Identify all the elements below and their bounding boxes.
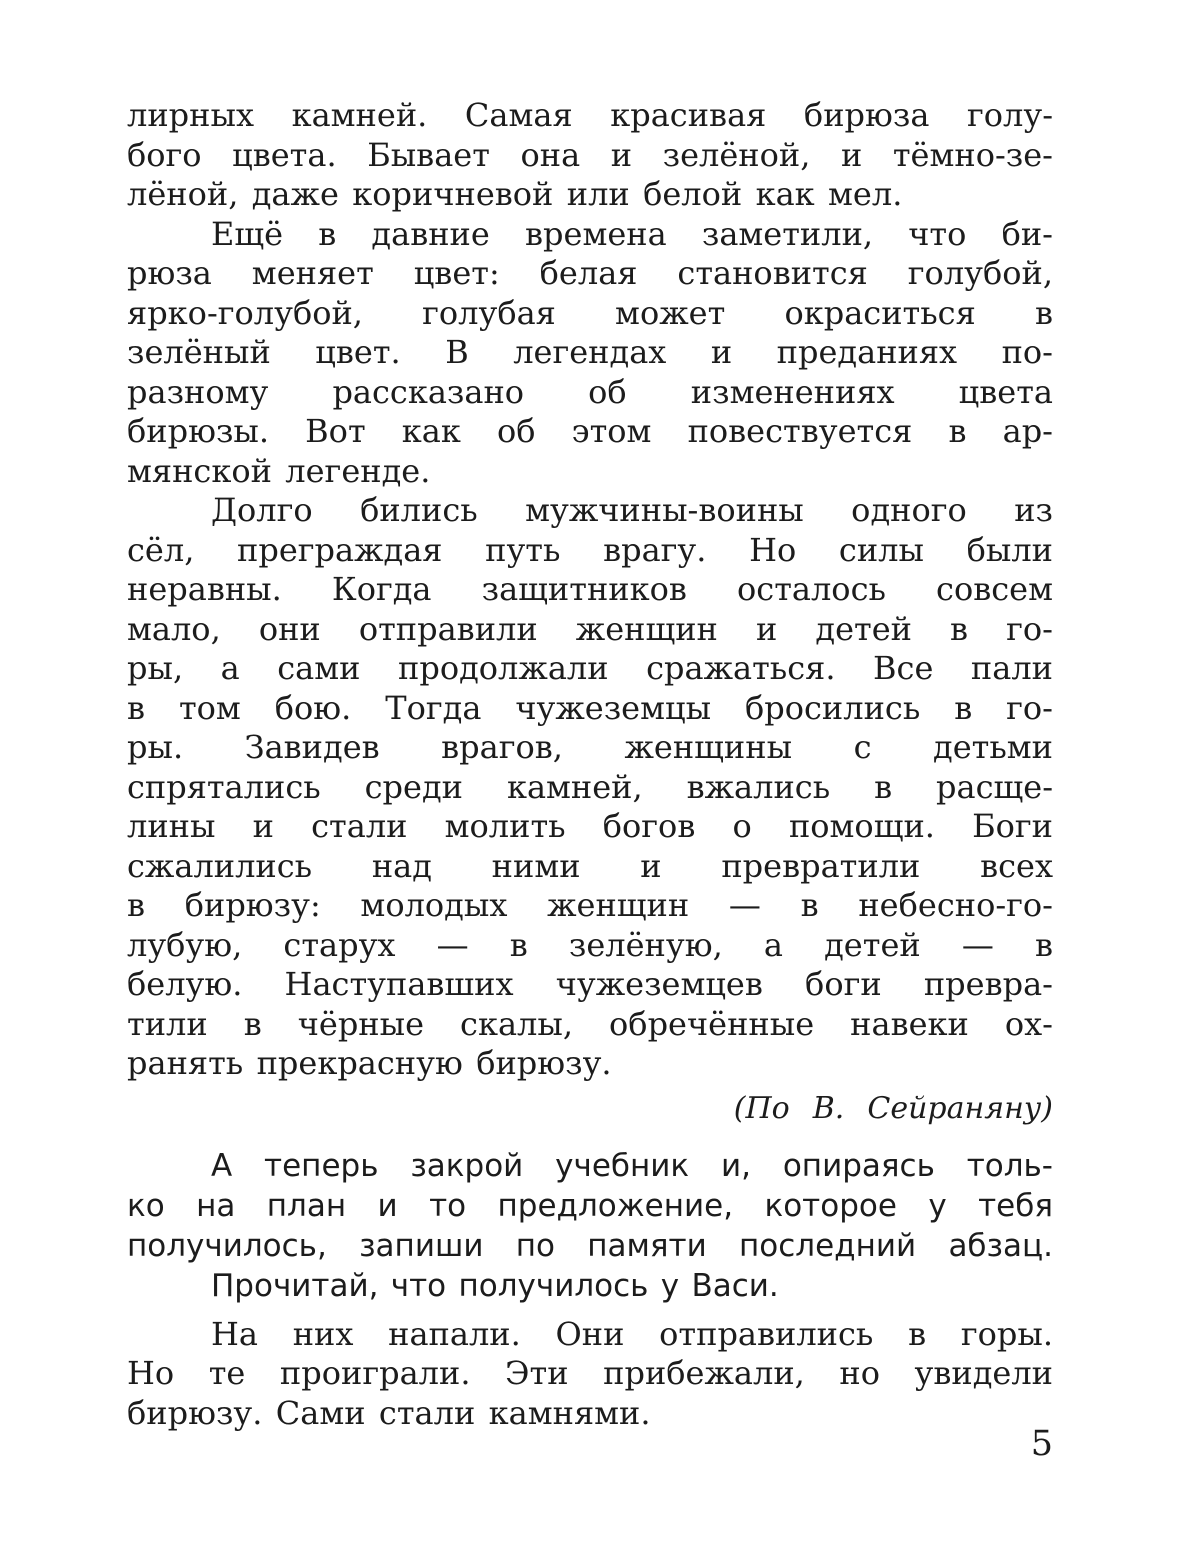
text-line: ранять прекрасную бирюзу. [127, 1044, 612, 1082]
story-paragraph-legend [127, 491, 1053, 1084]
text-line: лины и стали молить богов о помощи. Боги [127, 807, 1053, 845]
text-line: ярко-голубой, голубая может окраситься в [127, 293, 1053, 332]
attribution: (По В. Сейраняну) [733, 1090, 1053, 1126]
text-line: Ещё в давние времена заметили, что би- [211, 214, 1053, 253]
text-line: разному рассказано об изменениях цвета [127, 372, 1053, 411]
text-line: бирюзы. Вот как об этом повествуется в ар- [127, 412, 1053, 450]
task-instruction [127, 1146, 1053, 1266]
text-line: лубую, старух — в зелёную, а детей — в [127, 925, 1053, 964]
text-line: получилось, запиши по памяти последний абзац. [127, 1227, 1053, 1264]
text-column [127, 96, 1053, 1433]
story-paragraph-opening [127, 96, 1053, 215]
page-number: 5 [1030, 1424, 1053, 1464]
text-line: лёной, даже коричневой или белой как мел. [127, 175, 903, 213]
task-read-prompt [127, 1266, 1053, 1306]
text-line: А теперь закрой учебник и, опираясь толь- [211, 1147, 1053, 1184]
text-line: белую. Наступавших чужеземцев боги превра- [127, 965, 1053, 1003]
text-line: бирюзу. Сами стали камнями. [127, 1393, 651, 1432]
text-line: Но те проиграли. Эти прибежали, но увидели [127, 1354, 1053, 1392]
text-line: Долго бились мужчины-воины одного из [211, 491, 1053, 529]
text-line: лирных камней. Самая красивая бирюза голу- [127, 96, 1053, 134]
text-line: ко на план и то предложение, которое у тебя [127, 1187, 1053, 1224]
text-line: сжалились над ними и превратили всех [127, 846, 1053, 885]
text-line: На них напали. Они отправились в горы. [211, 1314, 1053, 1353]
text-line: спрятались среди камней, вжались в расще- [127, 767, 1053, 806]
text-line: в том бою. Тогда чужеземцы бросились в го- [127, 688, 1053, 727]
text-line: зелёный цвет. В легендах и преданиях по- [127, 333, 1053, 371]
text-line: ры, а сами продолжали сражаться. Все пали [127, 649, 1053, 687]
vasya-retelling [127, 1315, 1053, 1434]
text-line: сёл, преграждая путь врагу. Но силы были [127, 530, 1053, 569]
text-line: ры. Завидев врагов, женщины с детьми [127, 728, 1053, 766]
story-paragraph-color-change [127, 215, 1053, 492]
text-line: тили в чёрные скалы, обречённые навеки ох- [127, 1004, 1053, 1043]
text-line: бого цвета. Бывает она и зелёной, и тёмно-зе- [127, 135, 1053, 174]
text-line: Прочитай, что получилось у Васи. [211, 1267, 779, 1304]
text-line: в бирюзу: молодых женщин — в небесно-го- [127, 886, 1053, 924]
text-line: неравны. Когда защитников осталось совсем [127, 570, 1053, 608]
text-line: мало, они отправили женщин и детей в го- [127, 609, 1053, 648]
text-line: рюза меняет цвет: белая становится голубой, [127, 254, 1053, 292]
task-block [127, 1146, 1053, 1306]
text-line: мянской легенде. [127, 451, 431, 490]
